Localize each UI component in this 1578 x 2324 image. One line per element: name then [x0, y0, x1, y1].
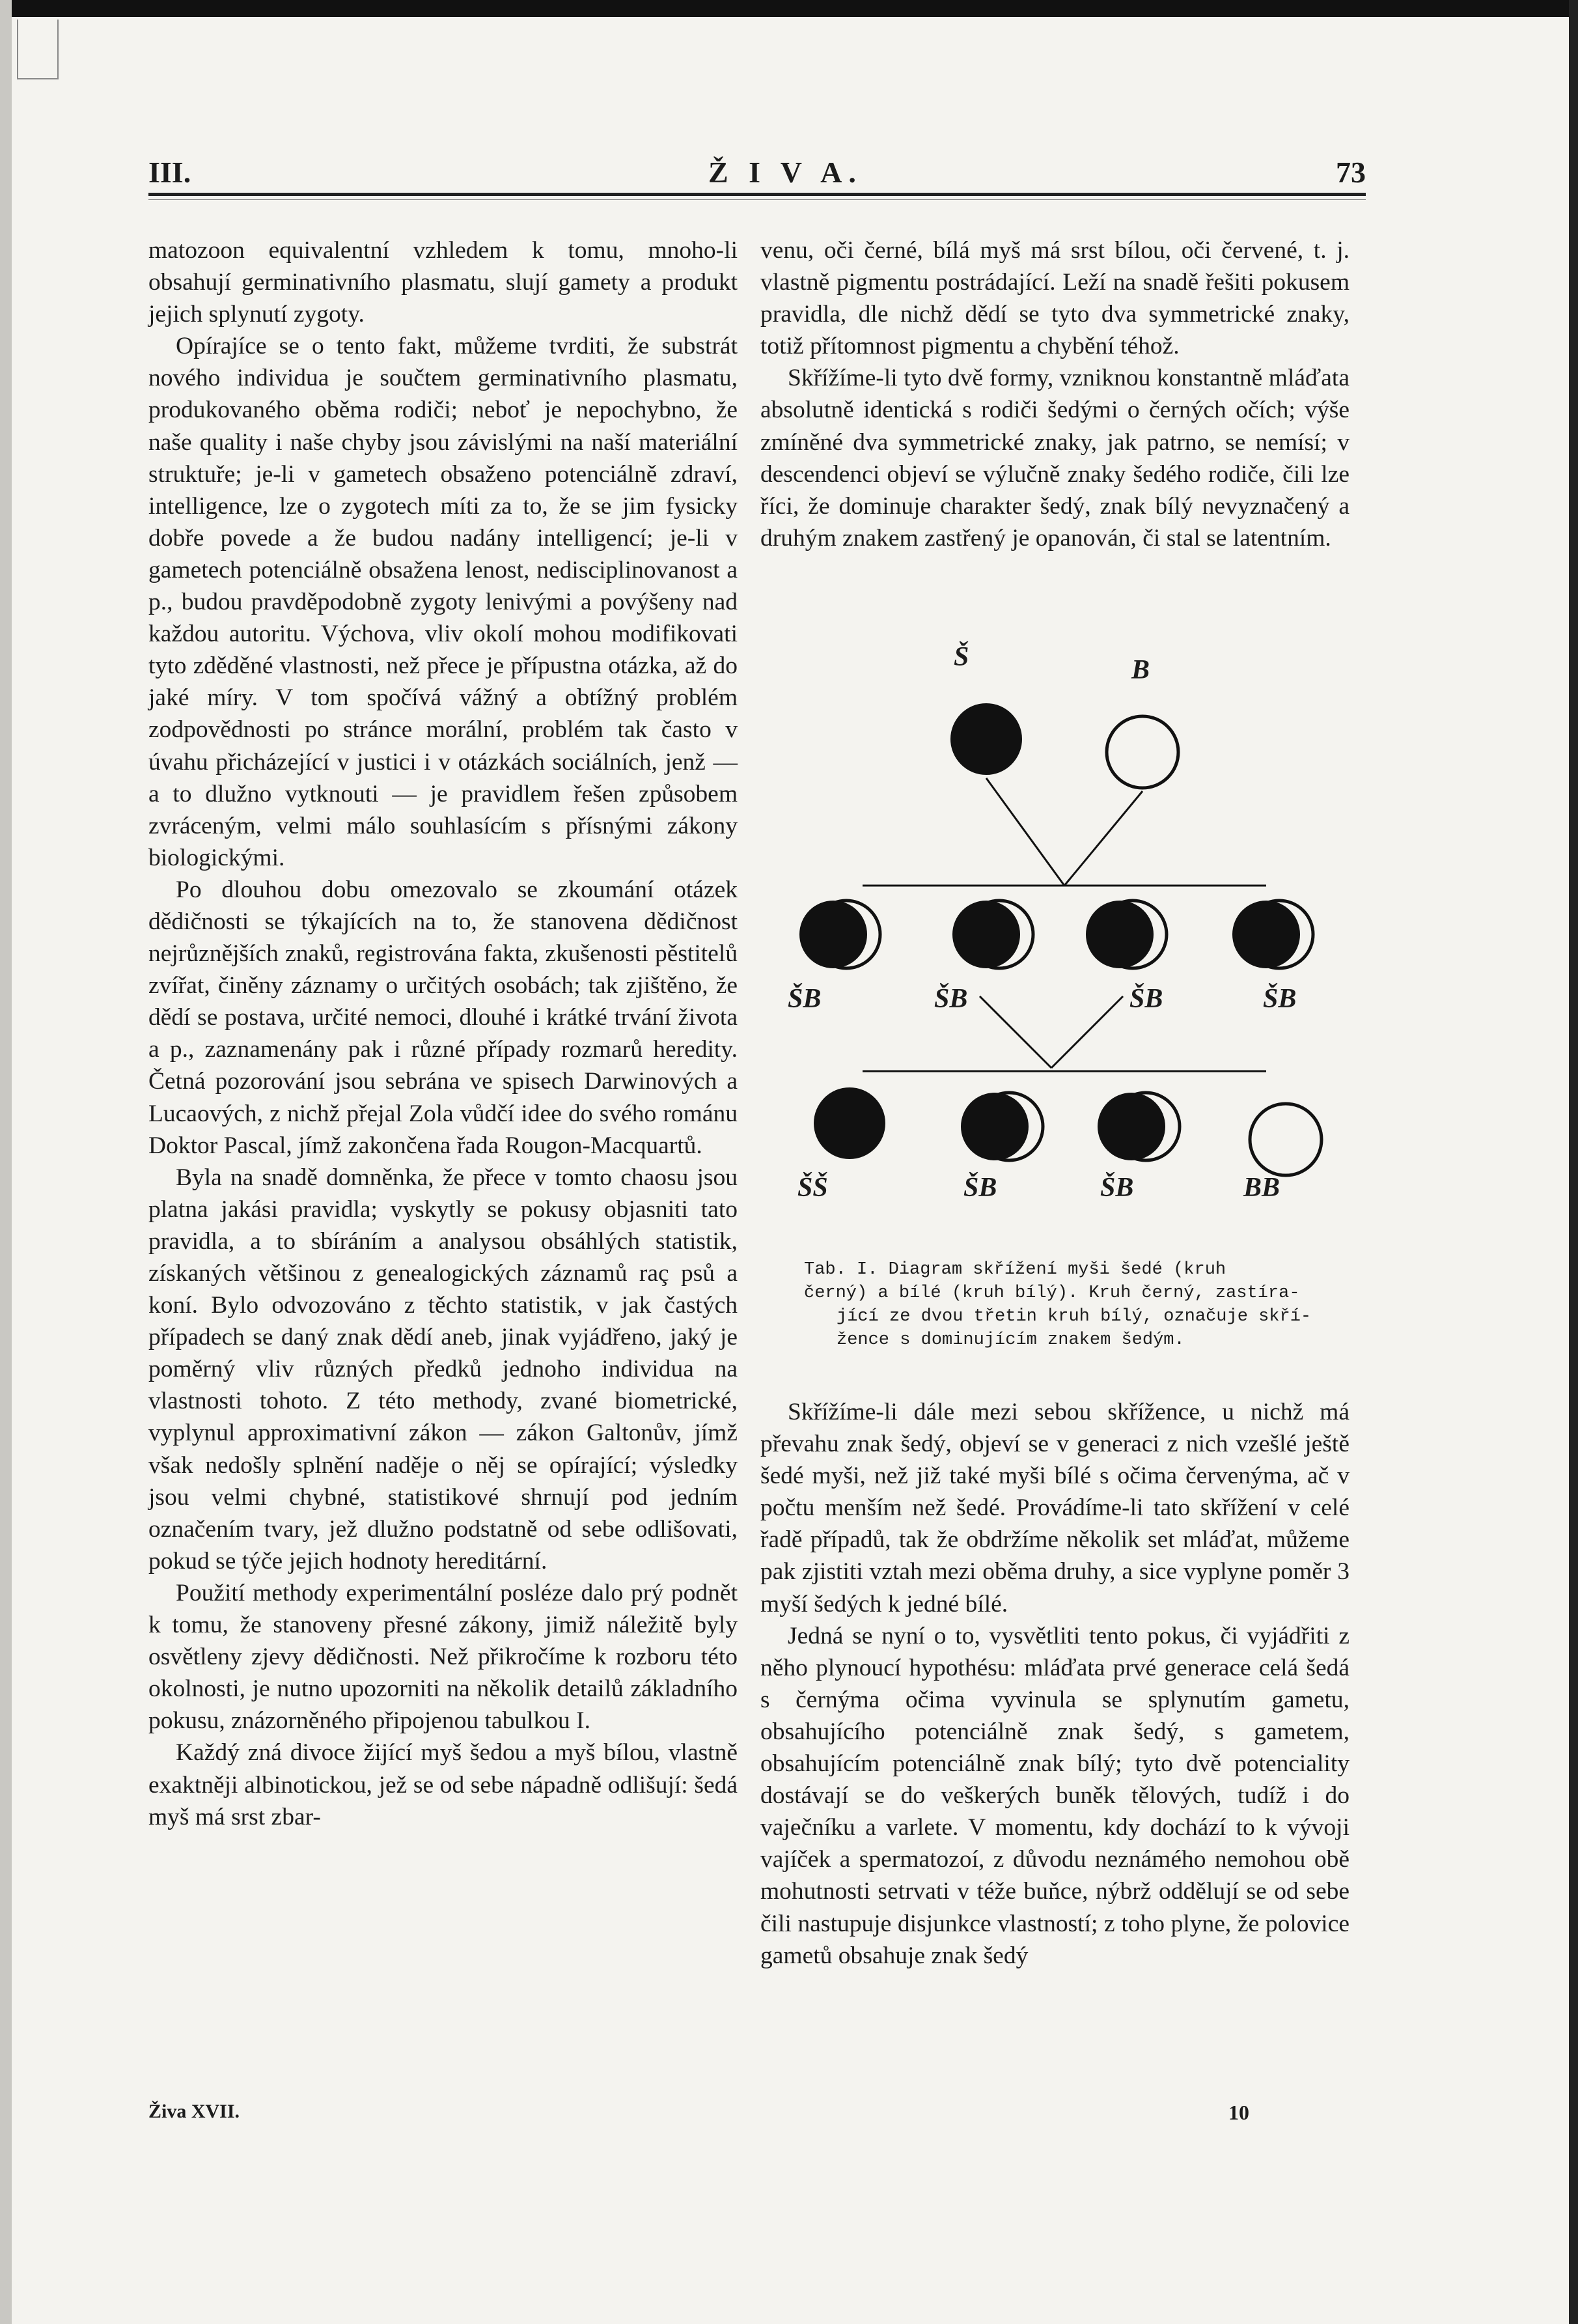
f1-label: ŠB: [788, 984, 822, 1014]
page-number: 73: [1336, 156, 1366, 189]
paragraph: Opírajíce se o tento fakt, můžeme tvrditi, že substrát nového individua je součtem germinativního plasmatu, produkovaného oběma rodiči; neboť je nepochybno, že naše quality i naše chyby jsou závislými na naší materiální struktuře; je-li v gametech obsaženo potenciálně zdraví, intelligence, lze o zygotech míti za to, že se jim fysicky dobře povede a že budou nadány intelligencí; je-li v gametech potenciálně obsažena lenost, nedisciplinovanost a p., budou pravděpodobně zygoty lenivými a povýšeny nad každou autoritu. Výchova, vliv okolí mohou modifikovati tyto zděděné vlastnosti, než přece je přípustna otázka, až do jaké míry. V tom spočívá vážný a obtížný problém zodpovědnosti po stránce morální, problém tak často v úvahu přicházející v justici i v otázkách sociálních, jenž — a to dlužno vytknouti — je pravidlem řešen způsobem zvráceným, velmi málo souhlasícím s přísnými zákony biologickými.: [148, 333, 738, 871]
f1-hybrid-1: [799, 901, 880, 968]
scan-border-top: [0, 0, 1578, 17]
f2-white-circle: [1250, 1104, 1322, 1175]
cross-line-left: [986, 778, 1064, 886]
caption-line: Tab. I. Diagram skřížení myši šedé (kruh: [804, 1260, 1226, 1280]
paragraph: Každý zná divoce žijící myš šedou a myš bílou, vlastně exaktněji albinotickou, jež se od sebe nápadně odlišují: šedá myš má srst zbar-: [148, 1739, 738, 1830]
paragraph: Byla na snadě domněnka, že přece v tomto chaosu jsou platna jakási pravidla; vyskytly se pokusy objasniti tato pravidla, a to sbíráním a analysou obsáhlých statistik, získaných většinou z genealogických záznamů raç psů a koní. Bylo odvozováno z těchto statistik, v jak častých případech se daný znak dědí aneb, jinak vyjádřeno, jaký je poměrný vliv různých předků jednoho individua na vlastnosti tohoto. Z této methody, zvané biometrické, vyplynul approximativní zákon — zákon Galtonův, jímž však nedošly splnění naděje o něj se opírající; výsledky jsou velmi chybné, statistikové shrnují pod jedním označením tvary, jež dlužno podstatně od sebe odlišovati, pokud se týče jejich hodnoty hereditární.: [148, 1164, 738, 1575]
paragraph: venu, oči černé, bílá myš má srst bílou, oči červené, t. j. vlastně pigmentu postrádající. Leží na snadě řešiti pokusem pravidla, dle nichž dědí se tyto dva symmetrické znaky, totiž přítomnost pigmentu a chybění téhož.: [760, 237, 1350, 360]
footer-signature: Živa XVII.: [148, 2101, 240, 2122]
paragraph: Skřížíme-li dále mezi sebou skřížence, u nichž má převahu znak šedý, objeví se v generaci z nich vzešlé ještě šedé myši, než již také myši bílé s očima červenýma, ač v počtu menším než šedé. Provádíme-li tato skřížení v celé řadě případů, tak že obdržíme několik set mláďat, můžeme pak zjistiti vztah mezi oběma druhy, a sice vyplyne poměr 3 myší šedých k jedné bílé.: [760, 1399, 1350, 1617]
caption-line: žence s dominujícím znakem šedým.: [837, 1330, 1185, 1350]
header-rule: [148, 193, 1366, 196]
f1-label: ŠB: [1263, 984, 1297, 1014]
parent-grey-circle: [950, 703, 1022, 775]
f2-grey-circle: [814, 1087, 885, 1159]
f1-label: ŠB: [934, 984, 968, 1014]
f1-hybrid-2: [952, 901, 1033, 968]
paragraph: Jedná se nyní o to, vysvětliti tento pokus, či vyjádřiti z něho plynoucí hypothésu: mláďata prvé generace celá šedá s černýma očima vyvinula se splynutím gametu, obsahujícího potenciálně znak šedý, s gametem, obsahujícím potenciálně znak bílý; tyto dvě potenciality dostávají se do veškerých buněk tělových, tudíž i do vaječníku a varlete. V momentu, kdy dochází to k vývoji vajíček a spermatozoí, z důvodu neznámého nemohou obě mohutnosti setrvati v téže buňce, nýbrž oddělují se od sebe čili nastupuje disjunkce vlastností; z toho plyne, že polovice gametů obsahuje znak šedý: [760, 1622, 1350, 1969]
caption-line: černý) a bílé (kruh bílý). Kruh černý, zastíra-: [804, 1283, 1300, 1303]
caption-line: jící ze dvou třetin kruh bílý, označuje skří-: [837, 1307, 1312, 1326]
f1-hybrid-4: [1232, 901, 1313, 968]
paragraph: Skřížíme-li tyto dvě formy, vzniknou konstantně mláďata absolutně identická s rodiči šedými o černých očích; výše zmíněné dva symmetrické znaky, jak patrno, se nemísí; v descendenci objeví se výlučně znaky šedého rodiče, čili lze říci, že dominuje charakter šedý, znak bílý nevyznačený a druhým znakem zastřený je opanován, či stal se latentním.: [760, 365, 1350, 552]
f2-label: ŠB: [1100, 1173, 1134, 1203]
f2-hybrid-2: [1098, 1093, 1180, 1160]
right-column-top: [760, 234, 1350, 554]
header-rule-thin: [148, 199, 1366, 200]
cross-line-right: [1064, 791, 1142, 886]
f2-label: ŠŠ: [797, 1173, 828, 1203]
cross-line-right-2: [1051, 996, 1123, 1068]
scan-corner-artifact: [17, 20, 59, 79]
crossing-diagram: [788, 641, 1348, 1267]
f1-label: ŠB: [1129, 984, 1163, 1014]
cross-line-left-2: [980, 996, 1051, 1068]
scan-border-right: [1569, 0, 1578, 2324]
journal-title: Ž I V A.: [708, 156, 863, 189]
scan-border-left: [0, 0, 12, 2324]
f2-label: ŠB: [963, 1173, 997, 1203]
right-column-bottom: [760, 1396, 1350, 1972]
running-head: [148, 155, 1366, 191]
paragraph: matozoon equivalentní vzhledem k tomu, mnoho-li obsahují germinativního plasmatu, slují gamety a produkt jejich splynutí zygoty.: [148, 237, 738, 328]
parent-label-grey: Š: [954, 642, 969, 672]
parent-white-circle: [1107, 716, 1178, 788]
volume-number: III.: [148, 156, 191, 189]
parent-label-white: B: [1131, 655, 1150, 685]
paragraph: Použití methody experimentální posléze dalo prý podnět k tomu, že stanoveny přesné zákony, jimiž náležitě byly osvětleny zjevy dědičnosti. Než přikročíme k rozboru této okolnosti, je nutno upozorniti na několik detailů základního pokusu, znázorněného připojenou tabulkou I.: [148, 1579, 738, 1735]
signature-mark: 10: [1228, 2101, 1249, 2124]
f2-label: BB: [1243, 1173, 1280, 1203]
paragraph: Po dlouhou dobu omezovalo se zkoumání otázek dědičnosti se týkajících na to, že stanovena dědičnost nejrůznějších znaků, registrována fakta, zkušenosti pěstitelů zvířat, činěny záznamy o určitých osobách; tak zjištěno, že dědí se postava, určité nemoci, dlouhé i krátké trvání života a p., zaznamenány pak i různé případy rozmarů heredity. Četná pozorování jsou sebrána ve spisech Darwinových a Lucaových, z nichž přejal Zola vůdčí idee do svého románu Doktor Pascal, jímž zakončena řada Rougon-Macquartů.: [148, 876, 738, 1159]
diagram-caption: [804, 1258, 1338, 1352]
f2-hybrid-1: [961, 1093, 1043, 1160]
f1-hybrid-3: [1086, 901, 1167, 968]
left-column: [148, 234, 738, 1833]
